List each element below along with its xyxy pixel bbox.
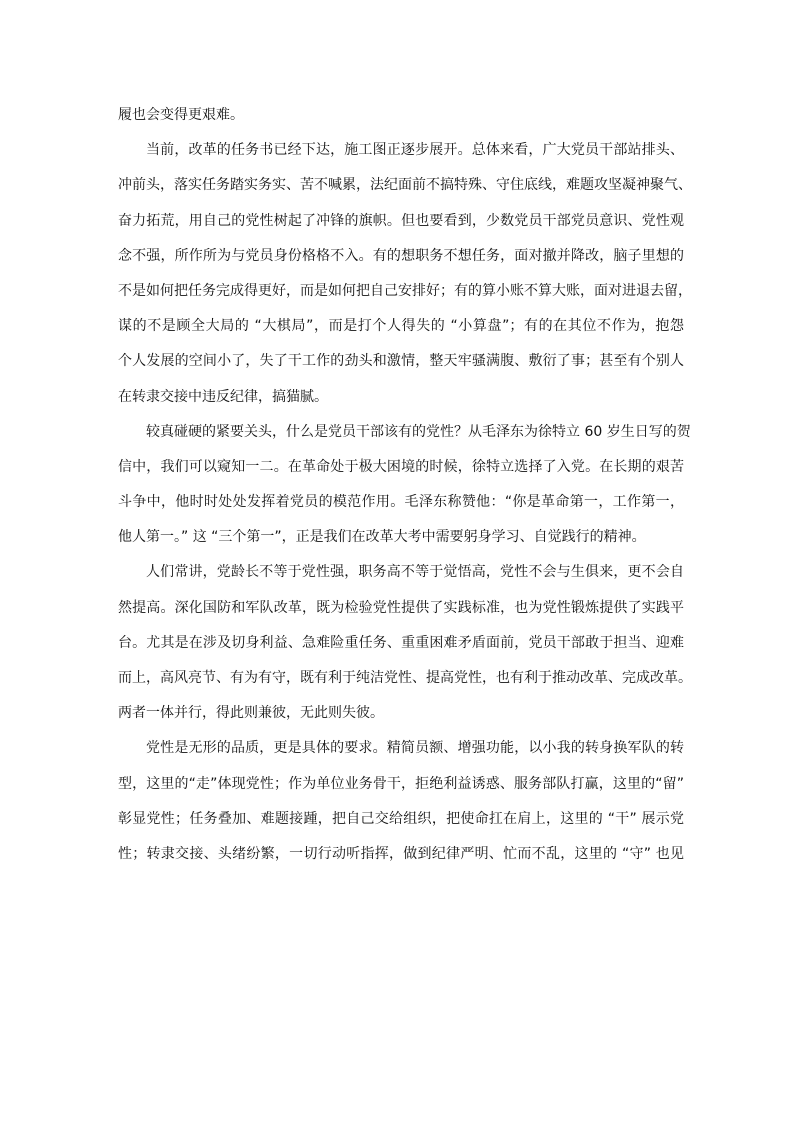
text-line: 斗争中，他时时处处发挥着党员的模范作用。毛泽东称赞他：“你是革命第一，工作第一， xyxy=(118,494,684,511)
text-line: 彰显党性；任务叠加、难题接踵，把自己交给组织，把使命扛在肩上，这里的 “干” 展示党 xyxy=(118,810,684,827)
text-line: 性；转隶交接、头绪纷繁，一切行动听指挥，做到纪律严明、忙而不乱，这里的 “守” 也见 xyxy=(118,845,684,862)
text-line: 党性是无形的品质，更是具体的要求。精简员额、增强功能，以小我的转身换军队的转 xyxy=(146,740,684,757)
text-line: 两者一体并行，得此则兼彼，无此则失彼。 xyxy=(118,705,384,722)
text-line: 念不强，所作所为与党员身份格格不入。有的想职务不想任务，面对撤并降改，脑子里想的 xyxy=(118,247,684,264)
text-line: 信中，我们可以窥知一二。在革命处于极大困境的时候，徐特立选择了入党。在长期的艰苦 xyxy=(118,458,684,475)
text-line: 谋的不是顾全大局的 “大棋局”，而是打个人得失的 “小算盘”；有的在其位不作为，抱怨 xyxy=(118,318,684,335)
text-line: 个人发展的空间小了，失了干工作的劲头和激情，整天牢骚满腹、敷衍了事；甚至有个别人 xyxy=(118,353,684,370)
text-line: 奋力拓荒，用自己的党性树起了冲锋的旗帜。但也要看到，少数党员干部党员意识、党性观 xyxy=(118,212,684,229)
text-line: 较真碰硬的紧要关头，什么是党员干部该有的党性？从毛泽东为徐特立 60 岁生日写的贺 xyxy=(146,423,691,440)
document-body xyxy=(118,98,692,872)
text-line: 然提高。深化国防和军队改革，既为检验党性提供了实践标准，也为党性锻炼提供了实践平 xyxy=(118,599,684,616)
text-line: 人们常讲，党龄长不等于党性强，职务高不等于觉悟高，党性不会与生俱来，更不会自 xyxy=(146,564,684,581)
text-line: 他人第一。” 这 “三个第一”，正是我们在改革大考中需要躬身学习、自觉践行的精神。 xyxy=(118,529,646,546)
text-line: 型，这里的“走”体现党性；作为单位业务骨干，拒绝利益诱惑、服务部队打赢，这里的“留” xyxy=(118,775,684,792)
text-line: 而上，高风亮节、有为有守，既有利于纯洁党性、提高党性，也有利于推动改革、完成改革。 xyxy=(118,670,692,686)
text-line: 履也会变得更艰难。 xyxy=(118,107,244,123)
text-line: 当前，改革的任务书已经下达，施工图正逐步展开。总体来看，广大党员干部站排头、 xyxy=(146,142,684,159)
text-line: 在转隶交接中违反纪律，搞猫腻。 xyxy=(118,388,328,405)
text-line: 台。尤其是在涉及切身利益、急难险重任务、重重困难矛盾面前，党员干部敢于担当、迎难 xyxy=(118,634,684,651)
text-line: 不是如何把任务完成得更好，而是如何把自己安排好；有的算小账不算大账，面对进退去留， xyxy=(118,282,692,299)
text-line: 冲前头，落实任务踏实务实、苦不喊累，法纪面前不搞特殊、守住底线，难题攻坚凝神聚气、 xyxy=(118,177,692,194)
